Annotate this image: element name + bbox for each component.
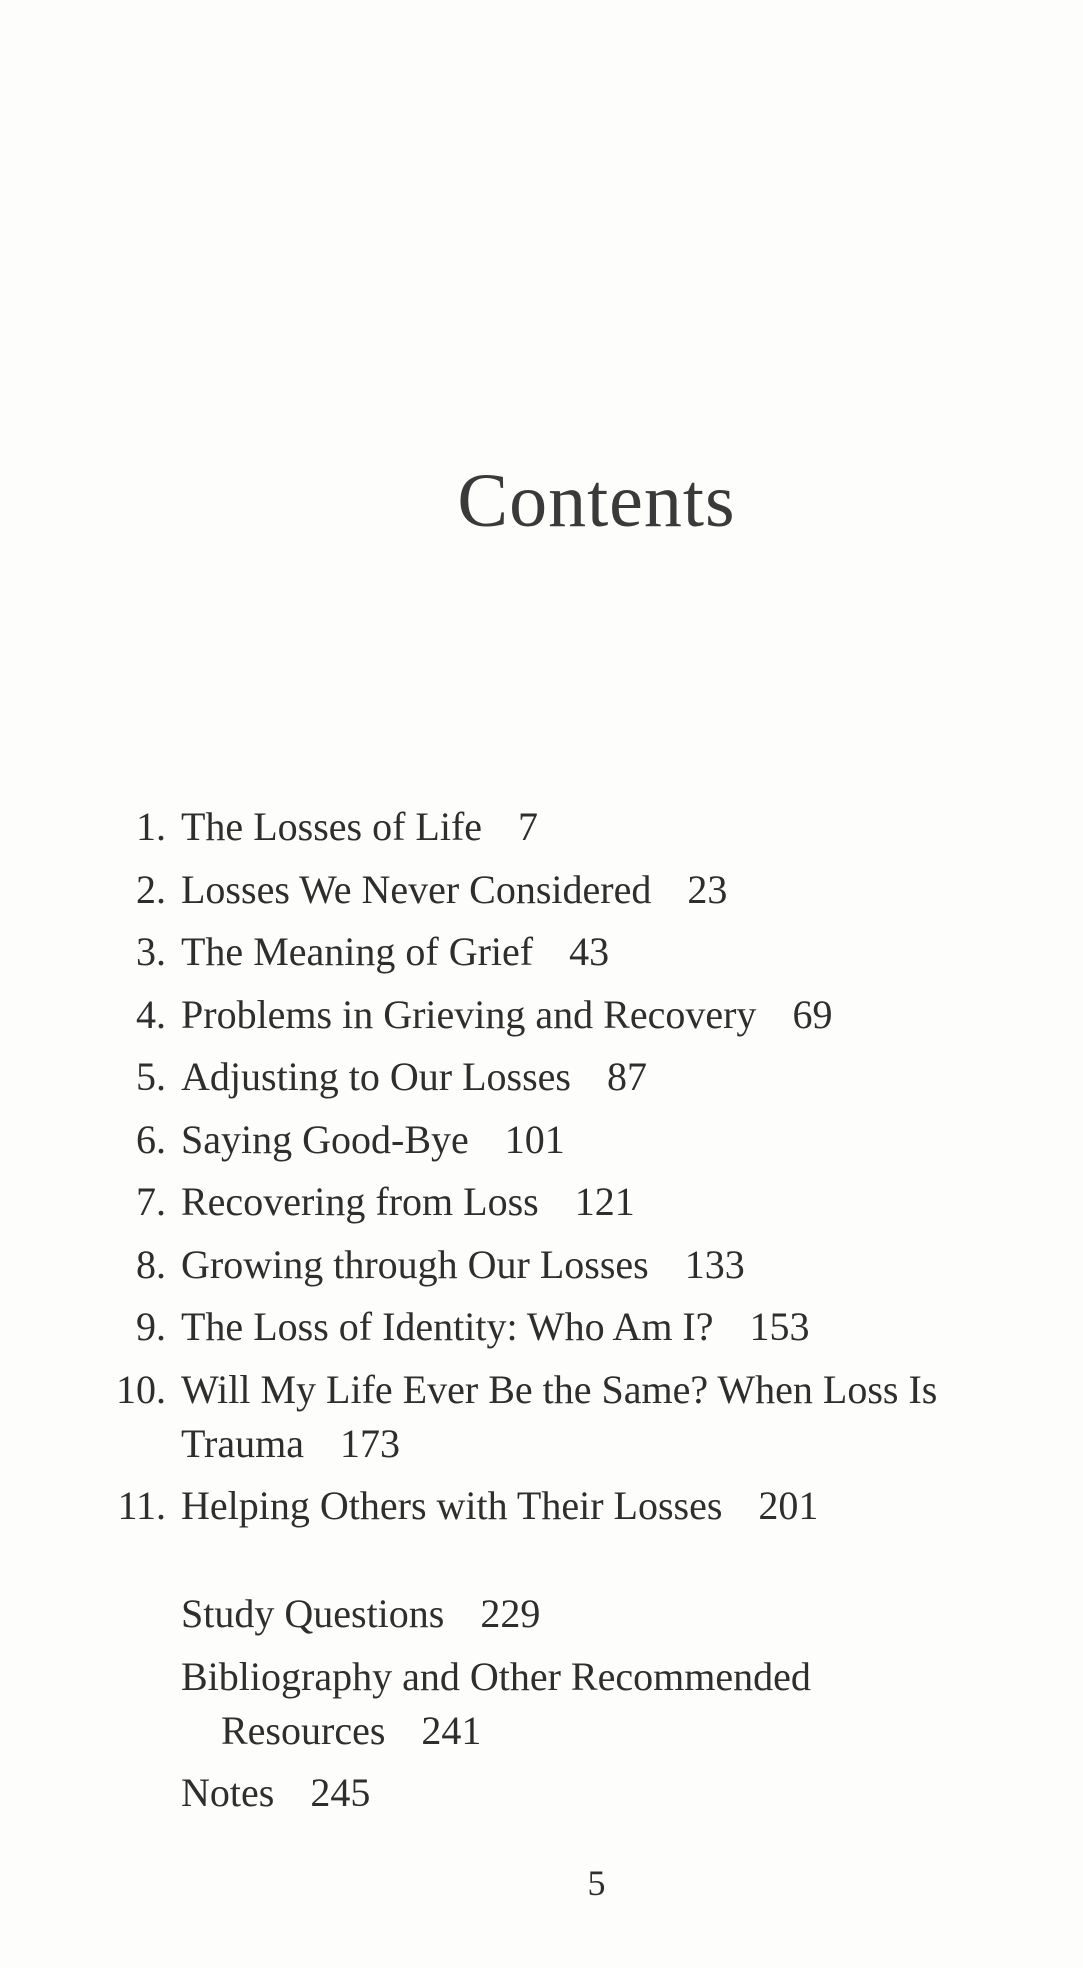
chapter-page-number: 87 <box>607 1054 647 1099</box>
chapter-number: 11. <box>117 1483 166 1528</box>
back-matter-page-number: 245 <box>310 1770 371 1815</box>
chapter-number: 3. <box>136 929 166 974</box>
back-matter-title: Study Questions <box>181 1591 445 1636</box>
toc-entry-bibliography[interactable] <box>0 1650 1083 1758</box>
toc-entry-chapter-4[interactable] <box>0 988 1083 1042</box>
chapter-title-line-2: Trauma <box>181 1420 304 1466</box>
toc-entry-chapter-7[interactable] <box>0 1175 1083 1229</box>
chapter-page-number: 69 <box>792 991 833 1037</box>
chapter-title-line-1: Will My Life Ever Be the Same? When Loss Is <box>181 1366 938 1412</box>
chapter-page-number: 121 <box>574 1179 635 1224</box>
chapter-number: 7. <box>136 1179 166 1224</box>
toc-entry-notes[interactable] <box>0 1766 1083 1820</box>
chapter-page-number: 201 <box>758 1483 819 1528</box>
chapter-title: The Meaning of Grief <box>181 929 534 974</box>
chapter-number: 2. <box>136 866 166 912</box>
table-of-contents <box>0 800 1083 1542</box>
chapter-number: 4. <box>136 991 166 1037</box>
toc-entry-chapter-5[interactable] <box>0 1050 1083 1104</box>
chapter-title: Adjusting to Our Losses <box>181 1054 571 1099</box>
chapter-number: 8. <box>136 1241 166 1287</box>
chapter-title: The Losses of Life <box>181 804 483 849</box>
chapter-title: Saying Good-Bye <box>181 1116 469 1162</box>
chapter-number: 6. <box>136 1116 166 1162</box>
toc-entry-chapter-3[interactable] <box>0 925 1083 979</box>
toc-entry-study-questions[interactable] <box>0 1587 1083 1641</box>
chapter-page-number: 23 <box>687 866 728 912</box>
toc-entry-chapter-1[interactable] <box>0 800 1083 854</box>
back-matter-title-line-1: Bibliography and Other Recommended <box>181 1653 811 1699</box>
toc-entry-chapter-2[interactable] <box>0 863 1083 917</box>
back-matter-page-number: 241 <box>421 1707 482 1753</box>
chapter-number: 9. <box>136 1304 166 1349</box>
chapter-number: 1. <box>136 804 166 849</box>
chapter-title: Helping Others with Their Losses <box>181 1483 723 1528</box>
chapter-page-number: 173 <box>339 1420 400 1466</box>
toc-entry-chapter-11[interactable] <box>0 1479 1083 1533</box>
toc-entry-chapter-6[interactable] <box>0 1113 1083 1167</box>
toc-entry-chapter-8[interactable] <box>0 1238 1083 1292</box>
back-matter-title: Notes <box>181 1770 275 1815</box>
chapter-page-number: 153 <box>749 1304 810 1349</box>
toc-entry-chapter-9[interactable] <box>0 1300 1083 1354</box>
chapter-page-number: 101 <box>504 1116 565 1162</box>
chapter-page-number: 133 <box>684 1241 745 1287</box>
chapter-title: Problems in Grieving and Recovery <box>181 991 757 1037</box>
chapter-page-number: 43 <box>569 929 610 974</box>
page-title: Contents <box>457 459 736 543</box>
back-matter-title-line-2: Resources <box>221 1707 386 1753</box>
page-number-folio: 5 <box>587 1863 606 1903</box>
chapter-number: 10. <box>116 1366 166 1412</box>
chapter-title: Recovering from Loss <box>181 1179 539 1224</box>
chapter-title: Growing through Our Losses <box>181 1241 649 1287</box>
chapter-number: 5. <box>136 1054 166 1099</box>
toc-entry-chapter-10[interactable] <box>0 1363 1083 1471</box>
back-matter-page-number: 229 <box>480 1591 541 1636</box>
back-matter-title-line-2-wrap <box>181 1704 1083 1758</box>
chapter-title: The Loss of Identity: Who Am I? <box>181 1304 714 1349</box>
back-matter-list <box>0 1587 1083 1829</box>
chapter-page-number: 7 <box>518 804 539 849</box>
chapter-title: Losses We Never Considered <box>181 866 652 912</box>
